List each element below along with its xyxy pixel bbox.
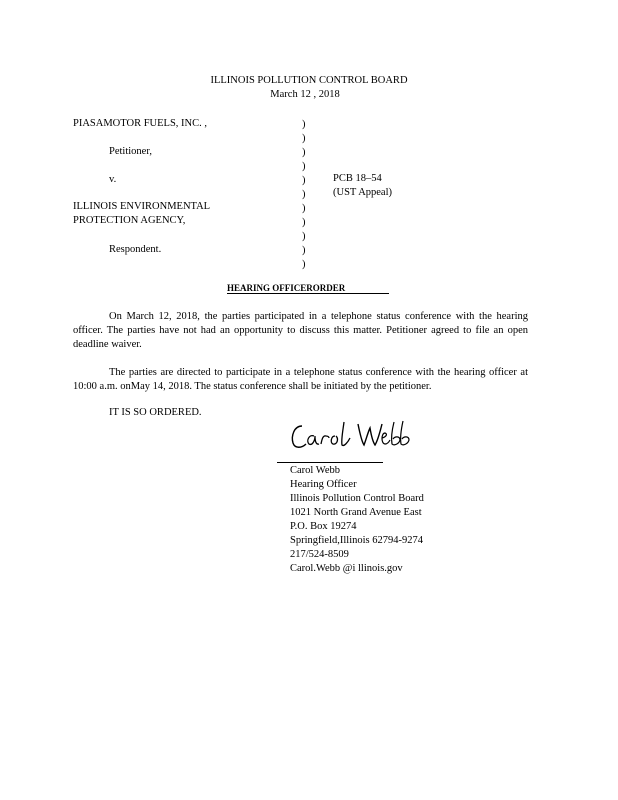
paragraph-1-text: On March 12, 2018, the parties participated in a telephone status conference with the hearing officer. The parties have not had an opportunity to discuss this matter. Petitioner agreed to file an open deadline waiver. [73,311,528,350]
signer-organization: Illinois Pollution Control Board [290,493,424,504]
phone-number: 217/524-8509 [290,549,349,560]
caption-paren: ) [302,217,306,228]
caption-paren: ) [302,189,306,200]
signer-name: Carol Webb [290,465,340,476]
paragraph-3-text: IT IS SO ORDERED. [109,407,202,418]
respondent-label: Respondent. [109,244,162,255]
address-city: Springfield,Illinois 62794-9274 [290,535,423,546]
order-title-underline [227,293,389,294]
address-line-1: 1021 North Grand Avenue East [290,507,422,518]
signer-title: Hearing Officer [290,479,357,490]
caption-paren: ) [302,119,306,130]
paragraph-2 [73,366,528,394]
versus-label: v. [109,174,117,185]
address-line-2: P.O. Box 19274 [290,521,357,532]
respondent-name-line2: PROTECTION AGENCY, [73,215,186,226]
petitioner-name: PIASAMOTOR FUELS, INC. , [73,118,207,129]
respondent-name-line1: ILLINOIS ENVIRONMENTAL [73,201,211,212]
caption-paren: ) [302,245,306,256]
caption-paren: ) [302,259,306,270]
caption-parentheses [302,118,306,272]
paragraph-1 [73,310,528,352]
caption-paren: ) [302,161,306,172]
caption-paren: ) [302,231,306,242]
agency-heading: ILLINOIS POLLUTION CONTROL BOARD [210,75,408,86]
petitioner-label: Petitioner, [109,146,153,157]
order-title: HEARING OFFICERORDER [227,283,346,293]
order-date: March 12 , 2018 [270,89,340,100]
signature-block [290,464,424,576]
case-type: (UST Appeal) [333,187,393,198]
paragraph-2-text: The parties are directed to participate in a telephone status conference with the hearing officer at 10:00 a.m. onMay 14, 2018. The status conference shall be initiated by the petitioner. [73,367,528,392]
caption-paren: ) [302,133,306,144]
case-number: PCB 18–54 [333,173,382,184]
caption-paren: ) [302,147,306,158]
caption-paren: ) [302,203,306,214]
handwritten-signature [288,418,413,454]
email-address[interactable]: Carol.Webb @i llinois.gov [290,563,403,574]
signature-line [277,462,383,463]
caption-paren: ) [302,175,306,186]
